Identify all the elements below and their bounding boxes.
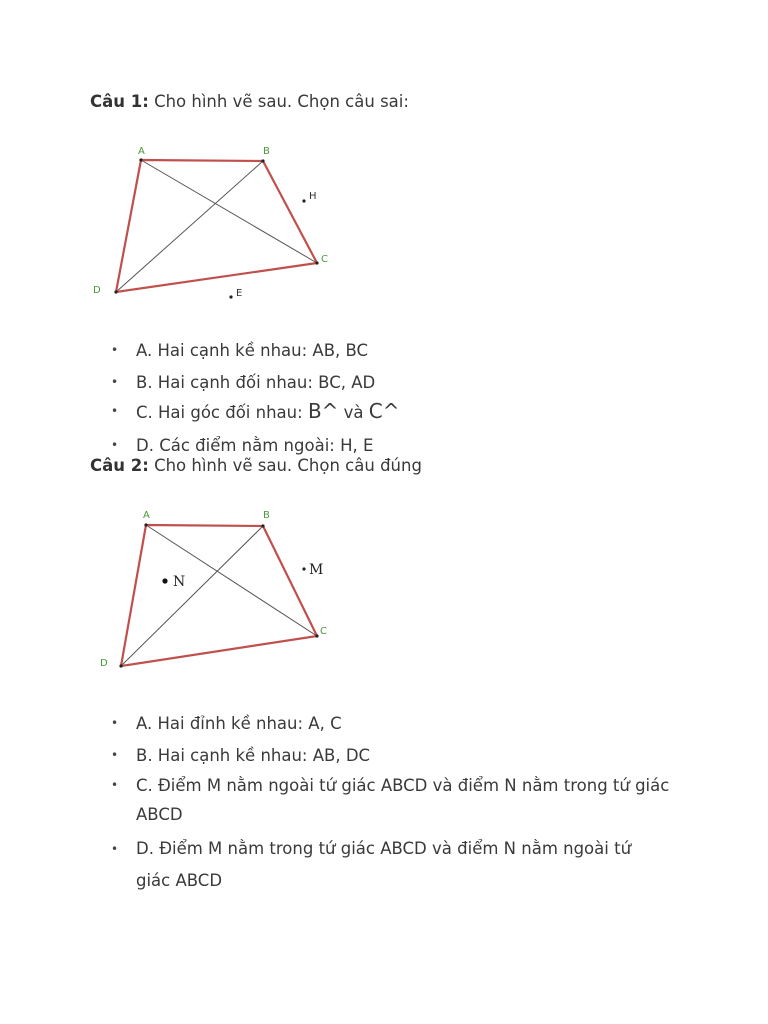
q1-option-c-symbol-b: B^ [307,399,339,423]
question-2-label: Câu 2: [90,456,149,475]
q2-option-a-text: A. Hai đỉnh kề nhau: A, C [136,714,342,733]
q2-option-d-text: D. Điểm M nằm trong tứ giác ABCD và điểm N nằm ngoài tứ giác ABCD [136,839,632,890]
q2-option-a [90,709,670,738]
q1-vertex-d-label: D [93,285,101,296]
q1-vertex-dots [114,158,318,293]
q1-option-b [90,368,670,397]
q2-option-b-text: B. Hai cạnh kề nhau: AB, DC [136,746,371,765]
q1-point-e-dot [229,295,232,298]
q2-diagonal-ac [146,525,317,636]
q1-option-d-text: D. Các điểm nằm ngoài: H, E [136,436,374,455]
q2-option-d [90,833,670,897]
q2-vertex-dots [119,523,318,667]
q1-quadrilateral [116,160,317,292]
q2-vertex-b-label: B [263,510,270,521]
q2-vertex-a-label: A [143,510,150,521]
q2-diagonals [121,525,317,666]
q1-option-c-prefix: C. Hai góc đối nhau: [136,403,308,422]
q1-option-c [90,397,670,427]
q1-vertex-c-label: C [321,254,328,265]
q2-option-c-text: C. Điểm M nằm ngoài tứ giác ABCD và điểm N nằm trong tứ giác ABCD [136,776,670,824]
question-2-options [90,709,670,897]
question-2-title [90,456,422,475]
q1-diagonals [116,160,317,292]
question-1-title [90,92,409,111]
q1-point-h-dot [302,199,305,202]
q2-point-m-dot [302,567,305,570]
q2-point-n-label: N [173,574,186,590]
question-2-text: Cho hình vẽ sau. Chọn câu đúng [148,456,422,475]
q1-option-b-text: B. Hai cạnh đối nhau: BC, AD [136,373,376,392]
q1-option-a [90,336,670,365]
q2-quadrilateral [121,525,317,666]
q2-option-b [90,741,670,770]
q2-point-m-label: M [309,562,324,578]
q2-option-c [90,771,670,829]
q1-point-e-label: E [236,288,243,299]
question-1-label: Câu 1: [90,92,149,111]
q2-vertex-d-label: D [100,658,108,669]
q1-vertex-b-label: B [263,146,270,157]
q1-option-c-symbol-c: C^ [368,399,400,423]
q1-vertex-a-label: A [138,146,145,157]
q1-option-a-text: A. Hai cạnh kề nhau: AB, BC [136,341,369,360]
q2-point-n-dot [162,578,167,583]
q1-option-c-and: và [338,403,369,422]
question-1-figure [85,135,345,315]
question-1-options [90,336,670,460]
q1-point-h-label: H [309,191,317,202]
question-1-text: Cho hình vẽ sau. Chọn câu sai: [148,92,409,111]
q2-vertex-c-label: C [320,626,327,637]
question-2-figure [90,500,350,680]
